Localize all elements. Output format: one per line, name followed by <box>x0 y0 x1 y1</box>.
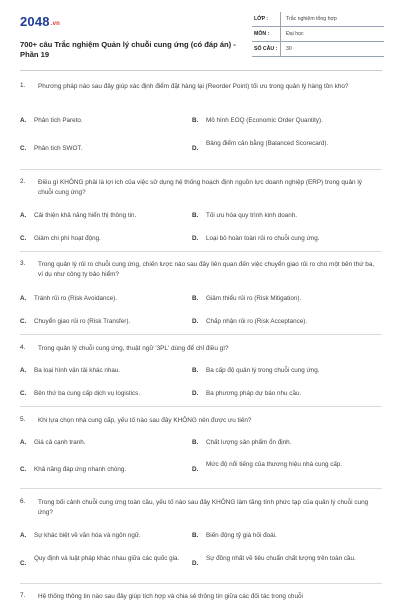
option-letter: B. <box>192 532 199 539</box>
option-letter: A. <box>20 439 27 446</box>
option-letter: D. <box>192 145 199 152</box>
meta-value: Đại học <box>281 27 385 42</box>
option-letter: D. <box>192 560 199 567</box>
option-text: Phân tích SWOT. <box>34 145 83 152</box>
question-number: 5. <box>20 416 26 423</box>
option-text: Giá cả cạnh tranh. <box>34 439 86 446</box>
option-text: Bảng điểm cân bằng (Balanced Scorecard). <box>206 140 329 147</box>
option-letter: B. <box>192 212 199 219</box>
option-text: Chấp nhận rủi ro (Risk Acceptance). <box>206 318 308 325</box>
meta-key: LỚP : <box>252 12 281 27</box>
meta-row-count <box>252 42 384 57</box>
option-letter: C. <box>20 235 27 242</box>
question-text: Trong bối cảnh chuỗi cung ứng toàn cầu, yếu tố nào sau đây KHÔNG làm tăng tính phức tạp của quản lý chuỗi cung ứng? <box>38 499 369 516</box>
option-letter: C. <box>20 390 27 397</box>
question-number: 6. <box>20 498 26 505</box>
option-text: Chuyển giao rủi ro (Risk Transfer). <box>34 318 131 325</box>
question-number: 1. <box>20 82 26 89</box>
option-letter: C. <box>20 466 27 473</box>
meta-value: Trắc nghiệm tổng hợp <box>281 12 385 27</box>
meta-row-class <box>252 12 384 27</box>
header-divider <box>20 70 382 71</box>
site-logo[interactable] <box>20 14 60 29</box>
meta-key: SỐ CÂU : <box>252 42 281 57</box>
question-text: Trong quản lý chuỗi cung ứng, thuật ngữ '3PL' dùng để chỉ điều gì? <box>38 345 229 352</box>
question-divider <box>20 251 382 252</box>
option-letter: B. <box>192 295 199 302</box>
option-letter: D. <box>192 318 199 325</box>
option-letter: A. <box>20 532 27 539</box>
option-text: Giảm thiểu rủi ro (Risk Mitigation). <box>206 295 302 302</box>
question-number: 2. <box>20 178 26 185</box>
option-text: Tối ưu hóa quy trình kinh doanh. <box>206 212 298 219</box>
logo-tld: .vn <box>50 21 61 27</box>
question-divider <box>20 488 382 489</box>
option-letter: D. <box>192 466 199 473</box>
option-letter: C. <box>20 560 27 567</box>
question-number: 4. <box>20 344 26 351</box>
question-divider <box>20 583 382 584</box>
option-text: Tránh rủi ro (Risk Avoidance). <box>34 295 117 302</box>
option-text: Loại bỏ hoàn toàn rủi ro chuỗi cung ứng. <box>206 235 320 242</box>
option-letter: D. <box>192 390 199 397</box>
question-text: Trong quản lý rủi ro chuỗi cung ứng, chiến lược nào sau đây liên quan đến việc chuyển giao rủi ro cho một bên thứ ba, ví dụ như công ty bảo hiểm? <box>38 261 375 278</box>
option-text: Sự khác biệt về văn hóa và ngôn ngữ. <box>34 532 141 539</box>
question-text: Điều gì KHÔNG phải là lợi ích của việc sử dụng hệ thống hoạch định nguồn lực doanh nghiệp (ERP) trong quản lý chuỗi cung ứng? <box>38 179 362 196</box>
option-text: Bên thứ ba cung cấp dịch vụ logistics. <box>34 390 141 397</box>
option-letter: C. <box>20 145 27 152</box>
option-letter: A. <box>20 295 27 302</box>
document-meta-table <box>252 12 384 57</box>
option-text: Mô hình EOQ (Economic Order Quantity). <box>206 117 323 124</box>
meta-row-subject <box>252 27 384 42</box>
option-text: Ba cấp độ quản lý trong chuỗi cung ứng. <box>206 367 320 374</box>
option-text: Giảm chi phí hoạt động. <box>34 235 101 242</box>
option-letter: C. <box>20 318 27 325</box>
option-letter: B. <box>192 439 199 446</box>
question-text: Khi lựa chọn nhà cung cấp, yếu tố nào sau đây KHÔNG nên được ưu tiên? <box>38 417 252 424</box>
question-text: Phương pháp nào sau đây giúp xác định điểm đặt hàng lại (Reorder Point) tối ưu trong quản lý hàng tồn kho? <box>38 83 349 90</box>
option-letter: A. <box>20 212 27 219</box>
meta-key: MÔN : <box>252 27 281 42</box>
option-text: Mức độ nổi tiếng của thương hiệu nhà cung cấp. <box>206 461 343 468</box>
question-number: 7. <box>20 592 26 599</box>
meta-value: 30 <box>281 42 385 57</box>
option-letter: B. <box>192 367 199 374</box>
option-text: Chất lượng sản phẩm ổn định. <box>206 439 292 446</box>
option-text: Phân tích Pareto. <box>34 117 83 124</box>
option-letter: A. <box>20 117 27 124</box>
option-text: Quy định và luật pháp khác nhau giữa các quốc gia. <box>34 555 180 562</box>
question-divider <box>20 406 382 407</box>
option-text: Sự đồng nhất về tiêu chuẩn chất lượng trên toàn cầu. <box>206 555 356 562</box>
option-text: Khả năng đáp ứng nhanh chóng. <box>34 466 127 473</box>
document-title: 700+ câu Trắc nghiệm Quản lý chuỗi cung ứng (có đáp án) - Phần 19 <box>20 40 236 59</box>
option-letter: D. <box>192 235 199 242</box>
question-number: 3. <box>20 260 26 267</box>
option-text: Cải thiện khả năng hiển thị thông tin. <box>34 212 137 219</box>
option-text: Ba loại hình vận tải khác nhau. <box>34 367 121 374</box>
question-divider <box>20 334 382 335</box>
option-text: Biến động tỷ giá hối đoái. <box>206 532 277 539</box>
question-divider <box>20 169 382 170</box>
option-text: Ba phương pháp dự báo nhu cầu. <box>206 390 302 397</box>
logo-number: 2048 <box>20 14 50 29</box>
question-text: Hệ thống thông tin nào sau đây giúp tích hợp và chia sẻ thông tin giữa các đối tác trong chuỗi <box>38 593 303 600</box>
option-letter: A. <box>20 367 27 374</box>
option-letter: B. <box>192 117 199 124</box>
